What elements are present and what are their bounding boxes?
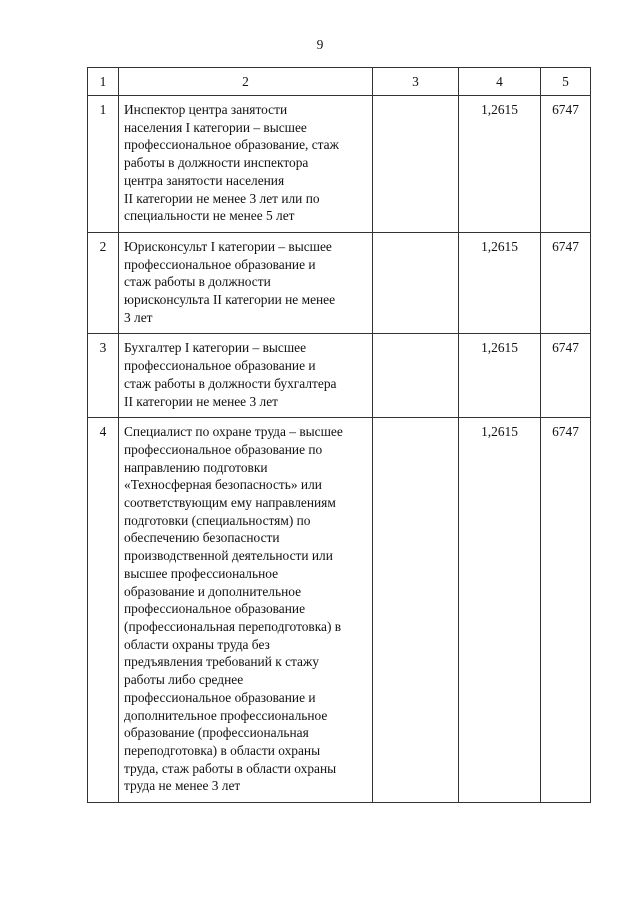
salary-cell: 6747 — [541, 418, 591, 803]
coefficient-cell: 1,2615 — [459, 418, 541, 803]
column-3-cell — [373, 418, 459, 803]
coefficient-cell: 1,2615 — [459, 232, 541, 334]
coefficient-cell: 1,2615 — [459, 96, 541, 233]
column-header-5: 5 — [541, 68, 591, 96]
position-description: Инспектор центра занятости населения I категории – высшее профессиональное образование, стаж работы в должности инспектора центра занятости населения II категории не менее 3 лет или по специальности не менее 5 лет — [119, 96, 373, 233]
staff-positions-table — [87, 67, 591, 803]
column-3-cell — [373, 232, 459, 334]
salary-cell: 6747 — [541, 96, 591, 233]
table-row — [88, 418, 591, 803]
table-header-row — [88, 68, 591, 96]
coefficient-cell: 1,2615 — [459, 334, 541, 418]
column-header-1: 1 — [88, 68, 119, 96]
table-row — [88, 334, 591, 418]
table-row — [88, 96, 591, 233]
column-3-cell — [373, 96, 459, 233]
table-row — [88, 232, 591, 334]
column-header-3: 3 — [373, 68, 459, 96]
row-number: 2 — [88, 232, 119, 334]
salary-cell: 6747 — [541, 232, 591, 334]
row-number: 3 — [88, 334, 119, 418]
row-number: 1 — [88, 96, 119, 233]
page-number: 9 — [316, 37, 324, 52]
column-header-2: 2 — [119, 68, 373, 96]
position-description: Бухгалтер I категории – высшее профессиональное образование и стаж работы в должности бухгалтера II категории не менее 3 лет — [119, 334, 373, 418]
position-description: Специалист по охране труда – высшее профессиональное образование по направлению подготовки «Техносферная безопасность» или соответствующим ему направлениям подготовки (специальностям) по обеспечению безопасности производственной деятельности или высшее профессиональное образование и дополнительное профессиональное образование (профессиональная переподготовка) в области охраны труда без предъявления требований к стажу работы либо среднее профессиональное образование и дополнительное профессиональное образование (профессиональная переподготовка) в области охраны труда, стаж работы в области охраны труда не менее 3 лет — [119, 418, 373, 803]
row-number: 4 — [88, 418, 119, 803]
salary-cell: 6747 — [541, 334, 591, 418]
column-3-cell — [373, 334, 459, 418]
position-description: Юрисконсульт I категории – высшее профессиональное образование и стаж работы в должности юрисконсульта II категории не менее 3 лет — [119, 232, 373, 334]
column-header-4: 4 — [459, 68, 541, 96]
